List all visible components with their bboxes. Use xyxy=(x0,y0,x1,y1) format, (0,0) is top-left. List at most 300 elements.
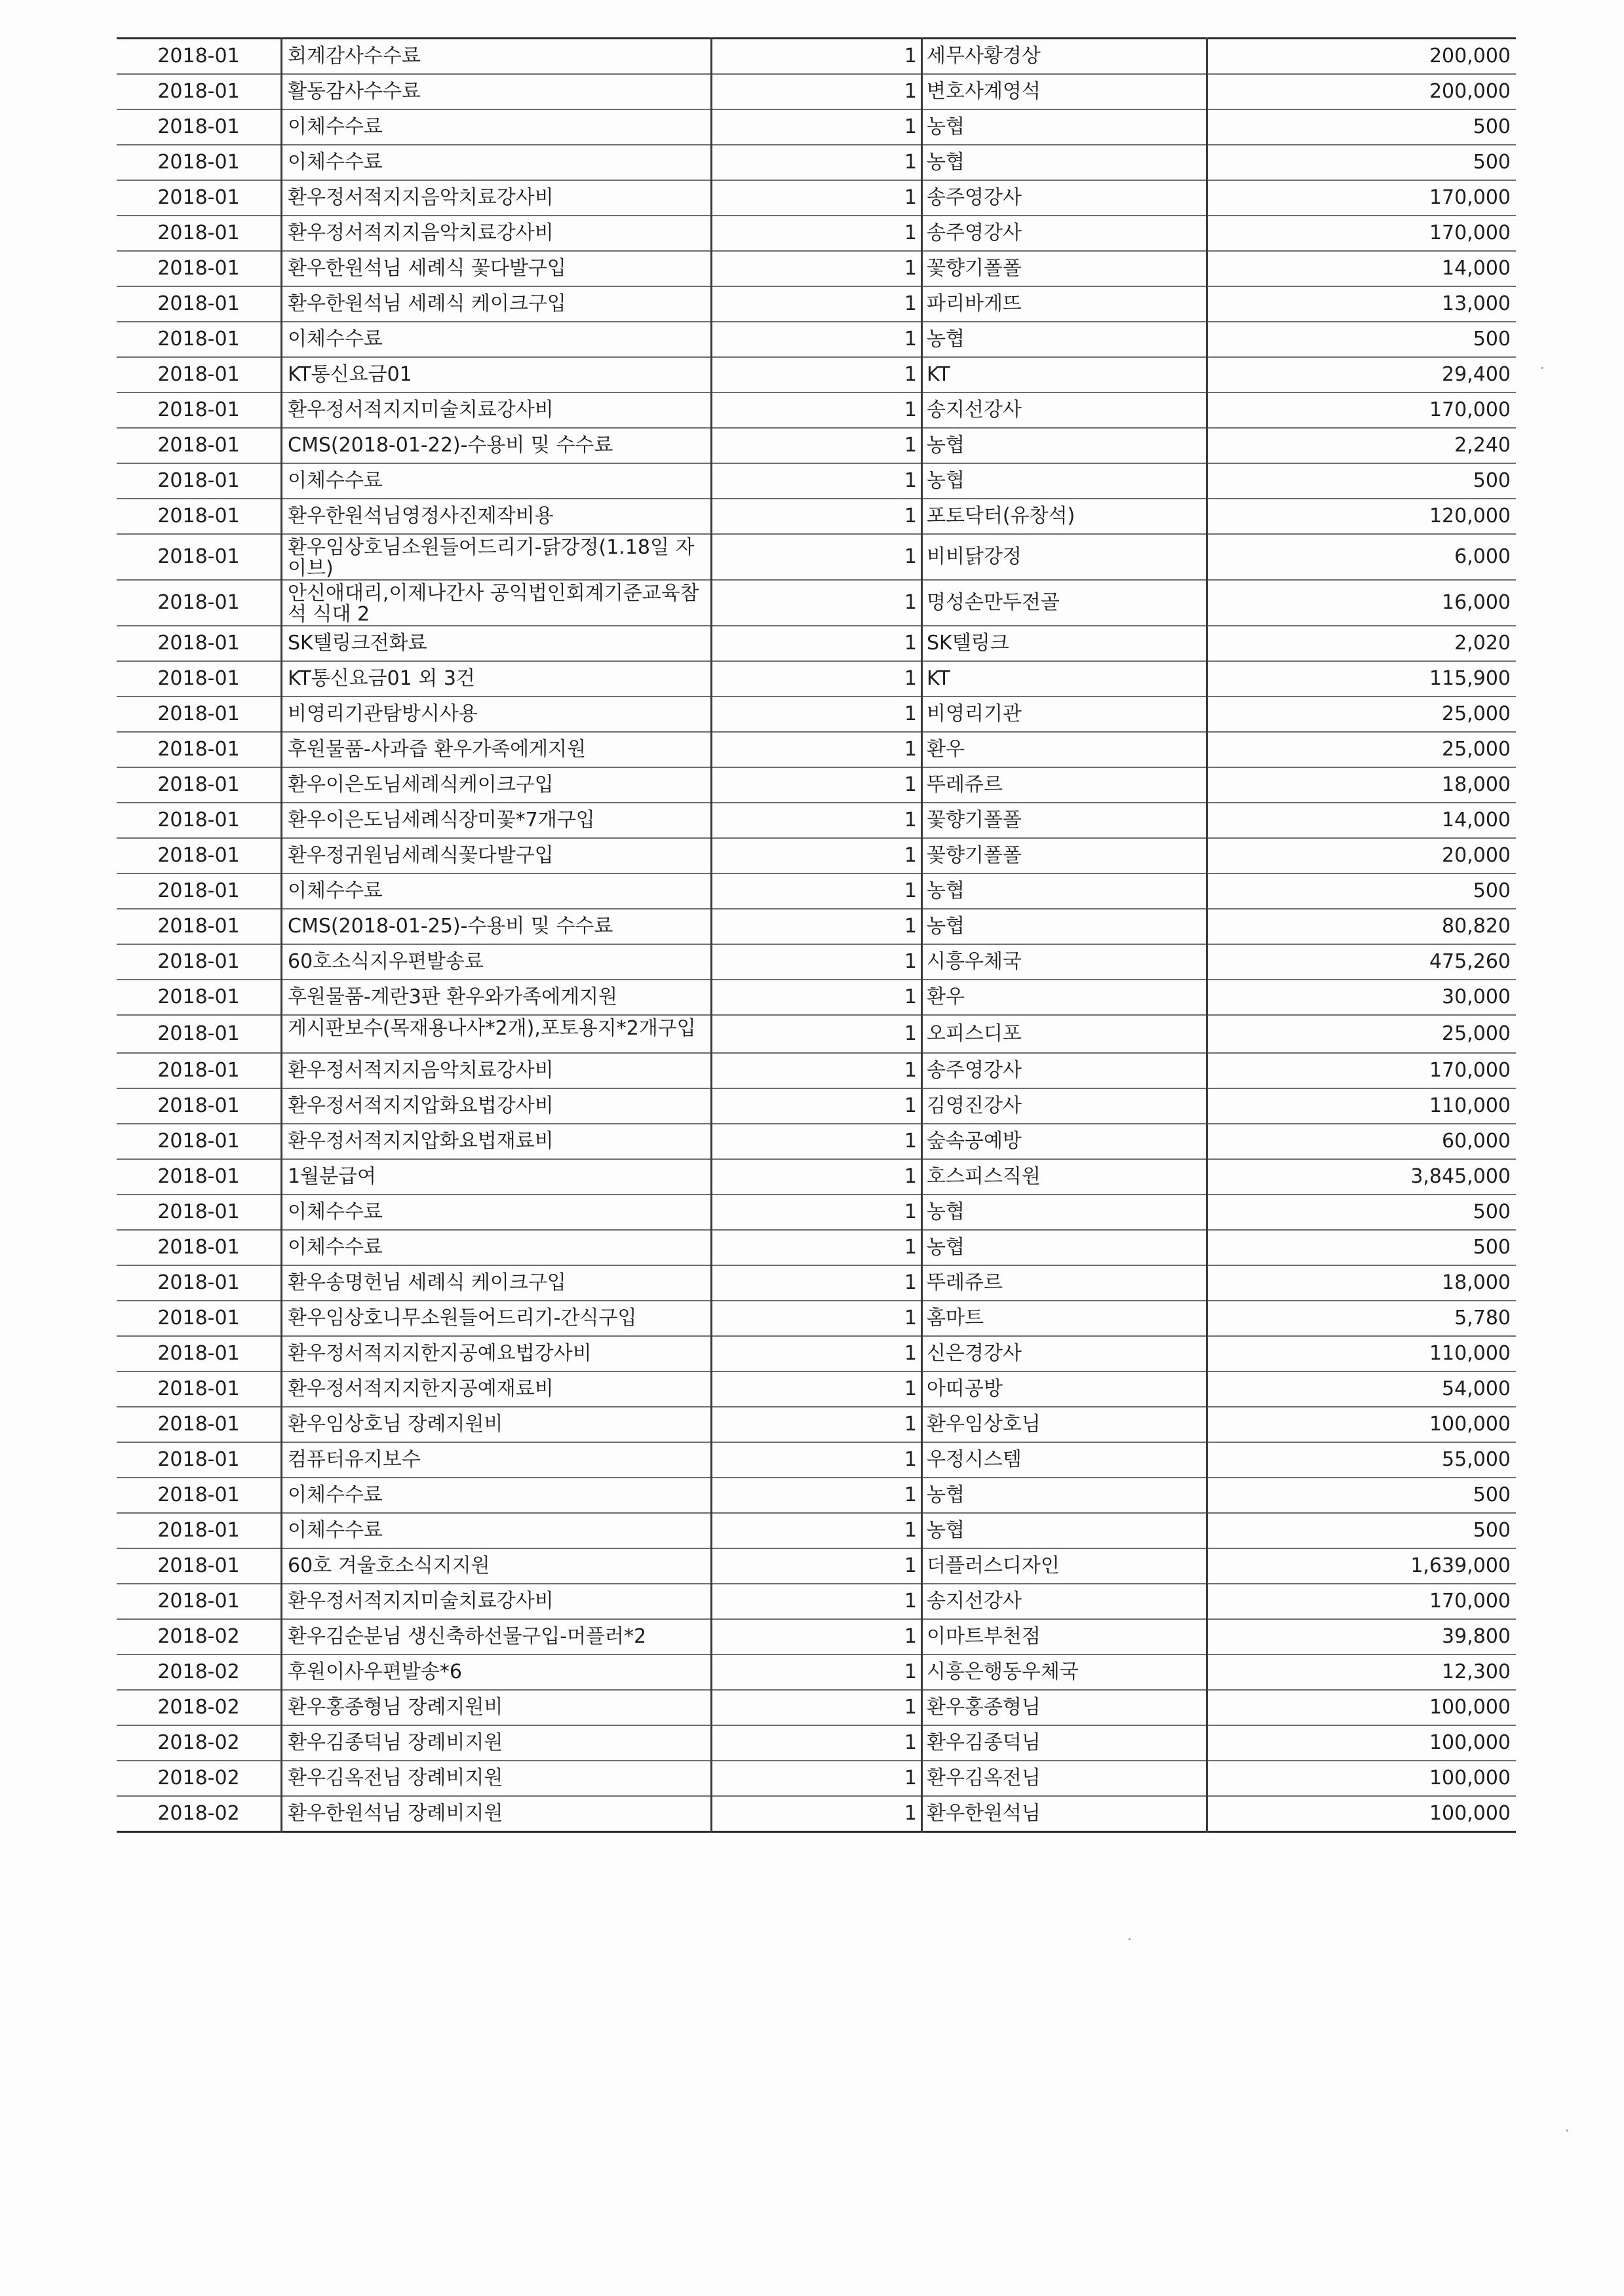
vendor-cell: 비비닭강정 xyxy=(922,534,1207,580)
amount-cell: 20,000 xyxy=(1207,838,1517,873)
quantity-cell: 1 xyxy=(712,1124,922,1159)
quantity-cell: 1 xyxy=(712,499,922,534)
quantity-cell: 1 xyxy=(712,944,922,980)
table-row xyxy=(117,392,1516,428)
table-row xyxy=(117,626,1516,661)
date-cell: 2018-02 xyxy=(117,1619,282,1655)
table-row xyxy=(117,1655,1516,1690)
table-row xyxy=(117,1088,1516,1124)
amount-cell: 16,000 xyxy=(1207,580,1517,626)
quantity-cell: 1 xyxy=(712,980,922,1015)
description-cell: 60호 겨울호소식지지원 xyxy=(282,1548,712,1584)
table-row xyxy=(117,1796,1516,1832)
description-cell: KT통신요금01 xyxy=(282,357,712,392)
vendor-cell: 포토닥터(유창석) xyxy=(922,499,1207,534)
vendor-cell: 환우임상호님 xyxy=(922,1407,1207,1442)
quantity-cell: 1 xyxy=(712,1407,922,1442)
amount-cell: 170,000 xyxy=(1207,216,1517,251)
quantity-cell: 1 xyxy=(712,74,922,109)
vendor-cell: 이마트부천점 xyxy=(922,1619,1207,1655)
description-cell: 환우임상호님소원들어드리기-닭강정(1.18일 자이브) xyxy=(282,534,712,580)
vendor-cell: 농협 xyxy=(922,109,1207,145)
amount-cell: 120,000 xyxy=(1207,499,1517,534)
vendor-cell: 더플러스디자인 xyxy=(922,1548,1207,1584)
quantity-cell: 1 xyxy=(712,1478,922,1513)
quantity-cell: 1 xyxy=(712,286,922,322)
quantity-cell: 1 xyxy=(712,1513,922,1548)
description-cell: 이체수수료 xyxy=(282,322,712,357)
amount-cell: 30,000 xyxy=(1207,980,1517,1015)
description-cell: 환우이은도님세례식케이크구입 xyxy=(282,767,712,803)
amount-cell: 6,000 xyxy=(1207,534,1517,580)
table-row xyxy=(117,838,1516,873)
vendor-cell: 농협 xyxy=(922,1230,1207,1265)
table-row xyxy=(117,216,1516,251)
quantity-cell: 1 xyxy=(712,1584,922,1619)
vendor-cell: 환우김옥전님 xyxy=(922,1761,1207,1796)
amount-cell: 110,000 xyxy=(1207,1088,1517,1124)
amount-cell: 2,020 xyxy=(1207,626,1517,661)
amount-cell: 500 xyxy=(1207,1195,1517,1230)
amount-cell: 39,800 xyxy=(1207,1619,1517,1655)
table-row xyxy=(117,180,1516,216)
date-cell: 2018-01 xyxy=(117,1336,282,1371)
table-row xyxy=(117,1124,1516,1159)
description-cell: 환우한원석님 장례비지원 xyxy=(282,1796,712,1832)
table-row xyxy=(117,1159,1516,1195)
description-cell: SK텔링크전화료 xyxy=(282,626,712,661)
quantity-cell: 1 xyxy=(712,428,922,463)
amount-cell: 18,000 xyxy=(1207,767,1517,803)
date-cell: 2018-01 xyxy=(117,1195,282,1230)
quantity-cell: 1 xyxy=(712,180,922,216)
description-cell: 환우김종덕님 장례비지원 xyxy=(282,1725,712,1761)
description-cell: 컴퓨터유지보수 xyxy=(282,1442,712,1478)
description-cell: KT통신요금01 외 3건 xyxy=(282,661,712,697)
table-row xyxy=(117,1584,1516,1619)
vendor-cell: 농협 xyxy=(922,322,1207,357)
date-cell: 2018-01 xyxy=(117,1159,282,1195)
quantity-cell: 1 xyxy=(712,216,922,251)
amount-cell: 29,400 xyxy=(1207,357,1517,392)
quantity-cell: 1 xyxy=(712,1230,922,1265)
vendor-cell: 농협 xyxy=(922,1478,1207,1513)
vendor-cell: 송주영강사 xyxy=(922,180,1207,216)
table-row xyxy=(117,1371,1516,1407)
date-cell: 2018-01 xyxy=(117,626,282,661)
description-cell: 60호소식지우편발송료 xyxy=(282,944,712,980)
vendor-cell: 송지선강사 xyxy=(922,392,1207,428)
date-cell: 2018-01 xyxy=(117,180,282,216)
quantity-cell: 1 xyxy=(712,1442,922,1478)
date-cell: 2018-01 xyxy=(117,499,282,534)
table-row xyxy=(117,286,1516,322)
quantity-cell: 1 xyxy=(712,838,922,873)
vendor-cell: KT xyxy=(922,357,1207,392)
amount-cell: 2,240 xyxy=(1207,428,1517,463)
table-row xyxy=(117,1301,1516,1336)
description-cell: 환우김순분님 생신축하선물구입-머플러*2 xyxy=(282,1619,712,1655)
amount-cell: 100,000 xyxy=(1207,1407,1517,1442)
table-row xyxy=(117,661,1516,697)
quantity-cell: 1 xyxy=(712,1088,922,1124)
quantity-cell: 1 xyxy=(712,534,922,580)
description-cell: 후원물품-사과즙 환우가족에게지원 xyxy=(282,732,712,767)
quantity-cell: 1 xyxy=(712,145,922,180)
amount-cell: 25,000 xyxy=(1207,1015,1517,1053)
date-cell: 2018-02 xyxy=(117,1796,282,1832)
description-cell: 환우홍종형님 장례지원비 xyxy=(282,1690,712,1725)
date-cell: 2018-01 xyxy=(117,74,282,109)
description-cell: 이체수수료 xyxy=(282,1478,712,1513)
amount-cell: 25,000 xyxy=(1207,732,1517,767)
vendor-cell: 농협 xyxy=(922,909,1207,944)
date-cell: 2018-01 xyxy=(117,873,282,909)
vendor-cell: 농협 xyxy=(922,1513,1207,1548)
vendor-cell: 변호사계영석 xyxy=(922,74,1207,109)
date-cell: 2018-01 xyxy=(117,661,282,697)
description-cell: 환우정서적지지미술치료강사비 xyxy=(282,392,712,428)
vendor-cell: 꽃향기폴폴 xyxy=(922,838,1207,873)
date-cell: 2018-01 xyxy=(117,109,282,145)
quantity-cell: 1 xyxy=(712,322,922,357)
description-cell: 환우임상호님 장례지원비 xyxy=(282,1407,712,1442)
amount-cell: 100,000 xyxy=(1207,1725,1517,1761)
vendor-cell: 송주영강사 xyxy=(922,1053,1207,1088)
description-cell: 환우김옥전님 장례비지원 xyxy=(282,1761,712,1796)
date-cell: 2018-01 xyxy=(117,980,282,1015)
table-row xyxy=(117,109,1516,145)
quantity-cell: 1 xyxy=(712,1655,922,1690)
quantity-cell: 1 xyxy=(712,1761,922,1796)
table-row xyxy=(117,1336,1516,1371)
description-cell: 이체수수료 xyxy=(282,463,712,499)
amount-cell: 110,000 xyxy=(1207,1336,1517,1371)
scan-speck xyxy=(1129,1938,1131,1940)
table-row xyxy=(117,580,1516,626)
amount-cell: 500 xyxy=(1207,1230,1517,1265)
amount-cell: 54,000 xyxy=(1207,1371,1517,1407)
table-row xyxy=(117,428,1516,463)
vendor-cell: 명성손만두전골 xyxy=(922,580,1207,626)
vendor-cell: 농협 xyxy=(922,1195,1207,1230)
vendor-cell: 꽃향기폴폴 xyxy=(922,251,1207,286)
table-row xyxy=(117,534,1516,580)
date-cell: 2018-01 xyxy=(117,39,282,75)
vendor-cell: 농협 xyxy=(922,463,1207,499)
quantity-cell: 1 xyxy=(712,697,922,732)
vendor-cell: 농협 xyxy=(922,873,1207,909)
table-row xyxy=(117,463,1516,499)
quantity-cell: 1 xyxy=(712,1796,922,1832)
vendor-cell: 농협 xyxy=(922,428,1207,463)
table-row xyxy=(117,145,1516,180)
scan-speck xyxy=(1566,2130,1568,2132)
amount-cell: 500 xyxy=(1207,109,1517,145)
description-cell: 환우정서적지지미술치료강사비 xyxy=(282,1584,712,1619)
table-row xyxy=(117,1690,1516,1725)
ledger-body xyxy=(117,39,1516,1832)
table-row xyxy=(117,1015,1516,1053)
vendor-cell: 오피스디포 xyxy=(922,1015,1207,1053)
quantity-cell: 1 xyxy=(712,1690,922,1725)
description-cell: 회계감사수수료 xyxy=(282,39,712,75)
description-cell: 환우정서적지지압화요법강사비 xyxy=(282,1088,712,1124)
description-cell: 환우한원석님영정사진제작비용 xyxy=(282,499,712,534)
vendor-cell: 환우 xyxy=(922,732,1207,767)
description-cell: 1월분급여 xyxy=(282,1159,712,1195)
date-cell: 2018-01 xyxy=(117,803,282,838)
quantity-cell: 1 xyxy=(712,1265,922,1301)
table-row xyxy=(117,251,1516,286)
table-row xyxy=(117,1265,1516,1301)
vendor-cell: 환우홍종형님 xyxy=(922,1690,1207,1725)
vendor-cell: 송지선강사 xyxy=(922,1584,1207,1619)
date-cell: 2018-01 xyxy=(117,1584,282,1619)
vendor-cell: 파리바게뜨 xyxy=(922,286,1207,322)
table-row xyxy=(117,1548,1516,1584)
table-row xyxy=(117,909,1516,944)
vendor-cell: 비영리기관 xyxy=(922,697,1207,732)
description-cell: 이체수수료 xyxy=(282,1513,712,1548)
amount-cell: 500 xyxy=(1207,145,1517,180)
vendor-cell: 시흥우체국 xyxy=(922,944,1207,980)
description-cell: 환우정귀원님세례식꽃다발구입 xyxy=(282,838,712,873)
quantity-cell: 1 xyxy=(712,109,922,145)
amount-cell: 170,000 xyxy=(1207,1584,1517,1619)
date-cell: 2018-01 xyxy=(117,580,282,626)
date-cell: 2018-01 xyxy=(117,1407,282,1442)
date-cell: 2018-01 xyxy=(117,1088,282,1124)
description-cell: 환우한원석님 세례식 꽃다발구입 xyxy=(282,251,712,286)
quantity-cell: 1 xyxy=(712,1195,922,1230)
date-cell: 2018-01 xyxy=(117,838,282,873)
amount-cell: 3,845,000 xyxy=(1207,1159,1517,1195)
description-cell: 환우정서적지지음악치료강사비 xyxy=(282,216,712,251)
amount-cell: 200,000 xyxy=(1207,74,1517,109)
vendor-cell: 신은경강사 xyxy=(922,1336,1207,1371)
table-row xyxy=(117,732,1516,767)
description-cell: CMS(2018-01-25)-수용비 및 수수료 xyxy=(282,909,712,944)
amount-cell: 115,900 xyxy=(1207,661,1517,697)
amount-cell: 12,300 xyxy=(1207,1655,1517,1690)
description-cell: 환우송명헌님 세례식 케이크구입 xyxy=(282,1265,712,1301)
quantity-cell: 1 xyxy=(712,1053,922,1088)
description-cell: 환우정서적지지음악치료강사비 xyxy=(282,1053,712,1088)
amount-cell: 500 xyxy=(1207,873,1517,909)
description-cell: 환우정서적지지음악치료강사비 xyxy=(282,180,712,216)
table-row xyxy=(117,1053,1516,1088)
table-row xyxy=(117,1513,1516,1548)
description-cell: 환우정서적지지한지공예요법강사비 xyxy=(282,1336,712,1371)
amount-cell: 14,000 xyxy=(1207,251,1517,286)
date-cell: 2018-01 xyxy=(117,286,282,322)
vendor-cell: 뚜레쥬르 xyxy=(922,1265,1207,1301)
date-cell: 2018-01 xyxy=(117,357,282,392)
date-cell: 2018-01 xyxy=(117,1265,282,1301)
table-row xyxy=(117,39,1516,75)
vendor-cell: 세무사황경상 xyxy=(922,39,1207,75)
description-cell: 이체수수료 xyxy=(282,1195,712,1230)
amount-cell: 18,000 xyxy=(1207,1265,1517,1301)
vendor-cell: 농협 xyxy=(922,145,1207,180)
date-cell: 2018-01 xyxy=(117,428,282,463)
quantity-cell: 1 xyxy=(712,251,922,286)
description-cell: 후원물품-계란3판 환우와가족에게지원 xyxy=(282,980,712,1015)
description-cell: 안신애대리,이제나간사 공익법인회계기준교육참석 식대 2 xyxy=(282,580,712,626)
quantity-cell: 1 xyxy=(712,1336,922,1371)
vendor-cell: SK텔링크 xyxy=(922,626,1207,661)
description-cell: 이체수수료 xyxy=(282,145,712,180)
description-cell: 후원이사우편발송*6 xyxy=(282,1655,712,1690)
amount-cell: 60,000 xyxy=(1207,1124,1517,1159)
date-cell: 2018-01 xyxy=(117,322,282,357)
description-cell: 활동감사수수료 xyxy=(282,74,712,109)
quantity-cell: 1 xyxy=(712,1301,922,1336)
description-cell: 비영리기관탐방시사용 xyxy=(282,697,712,732)
table-row xyxy=(117,74,1516,109)
quantity-cell: 1 xyxy=(712,1619,922,1655)
description-cell: 이체수수료 xyxy=(282,873,712,909)
amount-cell: 80,820 xyxy=(1207,909,1517,944)
table-row xyxy=(117,1478,1516,1513)
quantity-cell: 1 xyxy=(712,39,922,75)
date-cell: 2018-01 xyxy=(117,392,282,428)
table-row xyxy=(117,357,1516,392)
amount-cell: 100,000 xyxy=(1207,1761,1517,1796)
quantity-cell: 1 xyxy=(712,661,922,697)
quantity-cell: 1 xyxy=(712,1371,922,1407)
description-cell: 이체수수료 xyxy=(282,1230,712,1265)
quantity-cell: 1 xyxy=(712,767,922,803)
quantity-cell: 1 xyxy=(712,463,922,499)
date-cell: 2018-01 xyxy=(117,463,282,499)
date-cell: 2018-01 xyxy=(117,1230,282,1265)
amount-cell: 1,639,000 xyxy=(1207,1548,1517,1584)
amount-cell: 500 xyxy=(1207,1478,1517,1513)
date-cell: 2018-01 xyxy=(117,944,282,980)
amount-cell: 14,000 xyxy=(1207,803,1517,838)
description-cell: 이체수수료 xyxy=(282,109,712,145)
description-cell: 환우한원석님 세례식 케이크구입 xyxy=(282,286,712,322)
date-cell: 2018-02 xyxy=(117,1725,282,1761)
vendor-cell: 환우 xyxy=(922,980,1207,1015)
table-row xyxy=(117,1442,1516,1478)
amount-cell: 5,780 xyxy=(1207,1301,1517,1336)
date-cell: 2018-01 xyxy=(117,1124,282,1159)
quantity-cell: 1 xyxy=(712,1725,922,1761)
table-row xyxy=(117,980,1516,1015)
table-row xyxy=(117,1407,1516,1442)
amount-cell: 100,000 xyxy=(1207,1690,1517,1725)
quantity-cell: 1 xyxy=(712,392,922,428)
table-row xyxy=(117,1619,1516,1655)
date-cell: 2018-02 xyxy=(117,1655,282,1690)
amount-cell: 100,000 xyxy=(1207,1796,1517,1832)
quantity-cell: 1 xyxy=(712,1015,922,1053)
quantity-cell: 1 xyxy=(712,909,922,944)
table-row xyxy=(117,767,1516,803)
table-row xyxy=(117,499,1516,534)
amount-cell: 500 xyxy=(1207,1513,1517,1548)
date-cell: 2018-01 xyxy=(117,534,282,580)
vendor-cell: 우정시스템 xyxy=(922,1442,1207,1478)
date-cell: 2018-01 xyxy=(117,145,282,180)
amount-cell: 500 xyxy=(1207,322,1517,357)
vendor-cell: 김영진강사 xyxy=(922,1088,1207,1124)
table-row xyxy=(117,697,1516,732)
description-cell: CMS(2018-01-22)-수용비 및 수수료 xyxy=(282,428,712,463)
table-row xyxy=(117,873,1516,909)
date-cell: 2018-01 xyxy=(117,1301,282,1336)
date-cell: 2018-01 xyxy=(117,697,282,732)
quantity-cell: 1 xyxy=(712,873,922,909)
date-cell: 2018-01 xyxy=(117,1478,282,1513)
date-cell: 2018-01 xyxy=(117,909,282,944)
amount-cell: 500 xyxy=(1207,463,1517,499)
vendor-cell: 시흥은행동우체국 xyxy=(922,1655,1207,1690)
date-cell: 2018-01 xyxy=(117,1371,282,1407)
date-cell: 2018-01 xyxy=(117,1442,282,1478)
amount-cell: 170,000 xyxy=(1207,180,1517,216)
vendor-cell: 환우한원석님 xyxy=(922,1796,1207,1832)
table-row xyxy=(117,1761,1516,1796)
date-cell: 2018-01 xyxy=(117,1513,282,1548)
table-row xyxy=(117,803,1516,838)
table-row xyxy=(117,1195,1516,1230)
date-cell: 2018-01 xyxy=(117,767,282,803)
vendor-cell: 뚜레쥬르 xyxy=(922,767,1207,803)
date-cell: 2018-02 xyxy=(117,1761,282,1796)
date-cell: 2018-01 xyxy=(117,251,282,286)
vendor-cell: 송주영강사 xyxy=(922,216,1207,251)
vendor-cell: KT xyxy=(922,661,1207,697)
vendor-cell: 꽃향기폴폴 xyxy=(922,803,1207,838)
table-row xyxy=(117,1725,1516,1761)
table-row xyxy=(117,944,1516,980)
quantity-cell: 1 xyxy=(712,803,922,838)
quantity-cell: 1 xyxy=(712,580,922,626)
amount-cell: 25,000 xyxy=(1207,697,1517,732)
amount-cell: 170,000 xyxy=(1207,1053,1517,1088)
date-cell: 2018-01 xyxy=(117,216,282,251)
description-cell: 환우정서적지지한지공예재료비 xyxy=(282,1371,712,1407)
quantity-cell: 1 xyxy=(712,1159,922,1195)
table-row xyxy=(117,1230,1516,1265)
description-cell: 환우임상호니무소원들어드리기-간식구입 xyxy=(282,1301,712,1336)
description-cell: 환우이은도님세례식장미꽃*7개구입 xyxy=(282,803,712,838)
description-cell: 환우정서적지지압화요법재료비 xyxy=(282,1124,712,1159)
scan-speck xyxy=(1541,367,1543,369)
amount-cell: 13,000 xyxy=(1207,286,1517,322)
description-cell: 게시판보수(목재용나사*2개),포토용지*2개구입 xyxy=(282,1015,712,1053)
vendor-cell: 환우김종덕님 xyxy=(922,1725,1207,1761)
amount-cell: 170,000 xyxy=(1207,392,1517,428)
date-cell: 2018-01 xyxy=(117,732,282,767)
date-cell: 2018-01 xyxy=(117,1548,282,1584)
table-row xyxy=(117,322,1516,357)
quantity-cell: 1 xyxy=(712,357,922,392)
quantity-cell: 1 xyxy=(712,732,922,767)
date-cell: 2018-01 xyxy=(117,1053,282,1088)
vendor-cell: 아띠공방 xyxy=(922,1371,1207,1407)
vendor-cell: 숲속공예방 xyxy=(922,1124,1207,1159)
quantity-cell: 1 xyxy=(712,1548,922,1584)
expense-ledger-table xyxy=(117,37,1516,1833)
vendor-cell: 호스피스직원 xyxy=(922,1159,1207,1195)
amount-cell: 200,000 xyxy=(1207,39,1517,75)
amount-cell: 475,260 xyxy=(1207,944,1517,980)
